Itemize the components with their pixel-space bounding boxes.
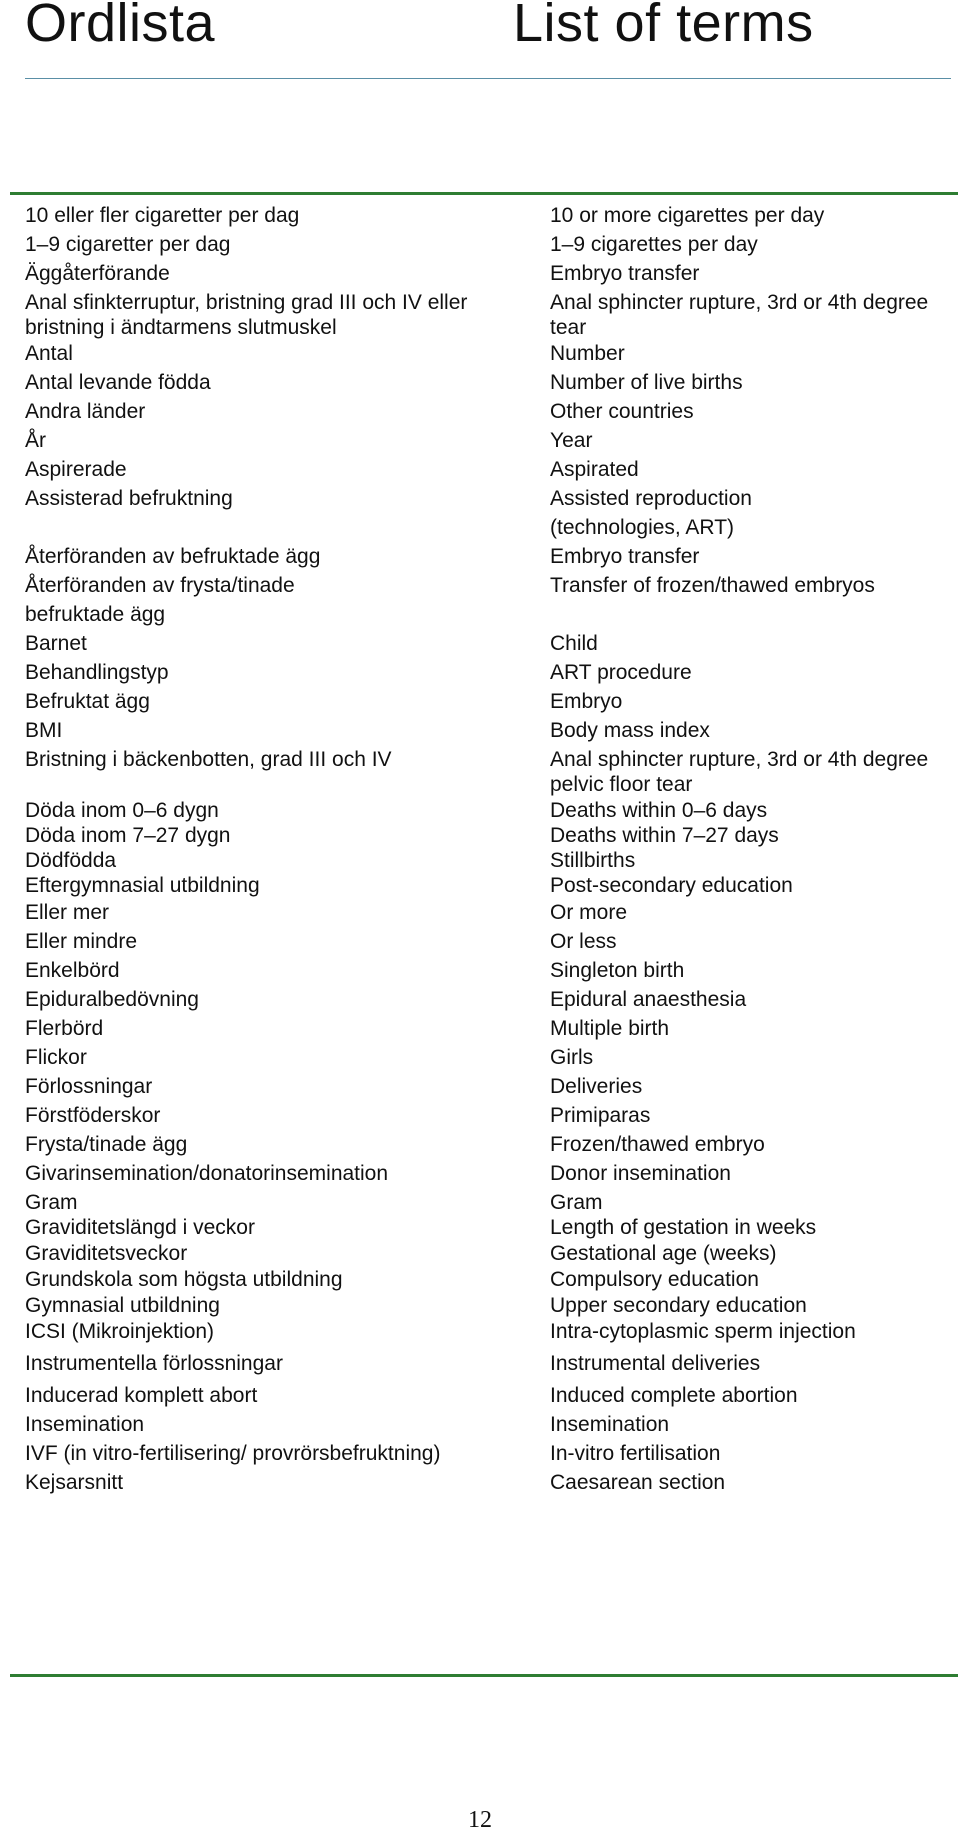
term-swedish: Barnet — [25, 632, 87, 655]
term-swedish: År — [25, 429, 46, 452]
term-swedish: Anal sfinkterruptur, bristning grad III och IV eller bristning i ändtarmens slutmuskel — [25, 291, 468, 339]
glossary-row — [25, 987, 955, 1016]
term-english: Transfer of frozen/thawed embryos — [550, 574, 875, 597]
glossary-row — [25, 399, 955, 428]
glossary-row — [25, 848, 955, 873]
term-english: Anal sphincter rupture, 3rd or 4th degree pelvic floor tear — [550, 748, 929, 796]
term-english: Embryo transfer — [550, 545, 700, 568]
glossary-row — [25, 457, 955, 486]
term-english: Length of gestation in weeks — [550, 1216, 817, 1239]
term-english: Compulsory education — [550, 1268, 759, 1291]
term-english: Post-secondary education — [550, 874, 793, 897]
term-english: Or less — [550, 930, 617, 953]
term-swedish: Döda inom 0–6 dygn — [25, 799, 219, 822]
glossary-row — [25, 900, 955, 929]
glossary-row — [25, 1351, 955, 1383]
term-swedish: Förlossningar — [25, 1075, 153, 1098]
table-top-rule — [10, 192, 958, 195]
glossary-row — [25, 689, 955, 718]
term-english: 10 or more cigarettes per day — [550, 204, 825, 227]
term-swedish: Eller mer — [25, 901, 110, 924]
term-english: Child — [550, 632, 598, 655]
glossary-row — [25, 1383, 955, 1412]
term-swedish: Epiduralbedövning — [25, 988, 199, 1011]
term-english: (technologies, ART) — [550, 516, 735, 539]
term-swedish: Graviditetslängd i veckor — [25, 1216, 255, 1239]
term-english: Gram — [550, 1191, 603, 1214]
term-english: Gestational age (weeks) — [550, 1242, 777, 1265]
term-swedish: Givarinsemination/donatorinsemination — [25, 1162, 389, 1185]
page-title-swedish: Ordlista — [25, 0, 216, 53]
glossary-row — [25, 515, 955, 544]
title-divider — [25, 78, 951, 79]
glossary-row — [25, 370, 955, 399]
glossary-row — [25, 428, 955, 457]
term-english: Number of live births — [550, 371, 743, 394]
term-swedish: befruktade ägg — [25, 603, 166, 626]
term-english: Embryo — [550, 690, 623, 713]
term-swedish: Kejsarsnitt — [25, 1471, 124, 1494]
term-english: Anal sphincter rupture, 3rd or 4th degree tear — [550, 291, 929, 339]
term-english: Year — [550, 429, 593, 452]
term-swedish: Inducerad komplett abort — [25, 1384, 258, 1407]
term-swedish: Äggåterförande — [25, 262, 170, 285]
term-swedish: Instrumentella förlossningar — [25, 1352, 283, 1375]
glossary-row — [25, 929, 955, 958]
term-swedish: Aspirerade — [25, 458, 127, 481]
glossary-row — [25, 747, 955, 798]
term-swedish: Döda inom 7–27 dygn — [25, 824, 231, 847]
page-title-english: List of terms — [513, 0, 814, 53]
term-swedish: Förstföderskor — [25, 1104, 161, 1127]
glossary-row — [25, 1293, 955, 1319]
term-english: Other countries — [550, 400, 694, 423]
term-english: Embryo transfer — [550, 262, 700, 285]
term-swedish: IVF (in vitro-fertilisering/ provrörsbefruktning) — [25, 1442, 441, 1465]
term-swedish: Flickor — [25, 1046, 87, 1069]
glossary-row — [25, 573, 955, 602]
glossary-row — [25, 1215, 955, 1241]
term-english: Primiparas — [550, 1104, 651, 1127]
glossary-row — [25, 958, 955, 987]
term-swedish: Insemination — [25, 1413, 145, 1436]
term-english: Deliveries — [550, 1075, 643, 1098]
term-swedish: Gram — [25, 1191, 78, 1214]
term-swedish: Återföranden av frysta/tinade — [25, 574, 295, 597]
term-english: Singleton birth — [550, 959, 685, 982]
term-swedish: Eftergymnasial utbildning — [25, 874, 260, 897]
glossary-row — [25, 486, 955, 515]
glossary-row — [25, 602, 955, 631]
term-english: Epidural anaesthesia — [550, 988, 747, 1011]
glossary-row — [25, 718, 955, 747]
term-swedish: Återföranden av befruktade ägg — [25, 545, 321, 568]
term-english — [550, 602, 955, 631]
term-english: Number — [550, 342, 625, 365]
term-swedish: BMI — [25, 719, 63, 742]
term-english: 1–9 cigarettes per day — [550, 233, 758, 256]
term-swedish: 10 eller fler cigaretter per dag — [25, 204, 300, 227]
term-english: Instrumental deliveries — [550, 1352, 761, 1375]
term-english: Deaths within 7–27 days — [550, 824, 779, 847]
table-bottom-rule — [10, 1674, 958, 1677]
glossary-row — [25, 660, 955, 689]
glossary-row — [25, 232, 955, 261]
term-swedish — [25, 515, 550, 544]
term-english: Intra-cytoplasmic sperm injection — [550, 1320, 856, 1343]
term-swedish: Flerbörd — [25, 1017, 104, 1040]
term-swedish: Frysta/tinade ägg — [25, 1133, 188, 1156]
term-swedish: 1–9 cigaretter per dag — [25, 233, 231, 256]
term-english: Aspirated — [550, 458, 639, 481]
glossary-row — [25, 873, 955, 900]
term-english: ART procedure — [550, 661, 692, 684]
glossary-row — [25, 341, 955, 370]
term-swedish: Behandlingstyp — [25, 661, 169, 684]
glossary-row — [25, 631, 955, 660]
term-swedish: Bristning i bäckenbotten, grad III och IV — [25, 748, 392, 771]
glossary-row — [25, 1241, 955, 1267]
glossary-row — [25, 1045, 955, 1074]
term-english: In-vitro fertilisation — [550, 1442, 721, 1465]
term-swedish: Antal — [25, 342, 73, 365]
glossary-row — [25, 1161, 955, 1190]
term-swedish: Gymnasial utbildning — [25, 1294, 220, 1317]
glossary-row — [25, 1470, 955, 1499]
glossary-row — [25, 1016, 955, 1045]
term-english: Girls — [550, 1046, 594, 1069]
glossary-row — [25, 1412, 955, 1441]
page-number: 12 — [468, 1807, 492, 1833]
term-swedish: ICSI (Mikroinjektion) — [25, 1320, 215, 1343]
term-swedish: Antal levande födda — [25, 371, 211, 394]
glossary-row — [25, 1074, 955, 1103]
term-english: Assisted reproduction — [550, 487, 752, 510]
glossary-row — [25, 1319, 955, 1351]
term-swedish: Andra länder — [25, 400, 146, 423]
term-swedish: Enkelbörd — [25, 959, 120, 982]
term-english: Insemination — [550, 1413, 670, 1436]
glossary-table — [25, 203, 955, 1499]
glossary-row — [25, 1441, 955, 1470]
glossary-row — [25, 261, 955, 290]
glossary-row — [25, 1190, 955, 1215]
term-english: Multiple birth — [550, 1017, 670, 1040]
term-english: Stillbirths — [550, 849, 636, 872]
term-english: Induced complete abortion — [550, 1384, 798, 1407]
term-english: Deaths within 0–6 days — [550, 799, 768, 822]
glossary-row — [25, 290, 955, 341]
glossary-row — [25, 203, 955, 232]
term-english: Caesarean section — [550, 1471, 726, 1494]
term-swedish: Graviditetsveckor — [25, 1242, 188, 1265]
glossary-table-body — [25, 203, 955, 1499]
glossary-row — [25, 544, 955, 573]
glossary-row — [25, 1132, 955, 1161]
term-swedish: Dödfödda — [25, 849, 117, 872]
term-english: Frozen/thawed embryo — [550, 1133, 765, 1156]
term-english: Or more — [550, 901, 628, 924]
term-english: Donor insemination — [550, 1162, 731, 1185]
glossary-row — [25, 798, 955, 823]
term-english: Body mass index — [550, 719, 710, 742]
term-swedish: Assisterad befruktning — [25, 487, 233, 510]
term-english: Upper secondary education — [550, 1294, 807, 1317]
term-swedish: Grundskola som högsta utbildning — [25, 1268, 343, 1291]
term-swedish: Befruktat ägg — [25, 690, 150, 713]
glossary-row — [25, 1267, 955, 1293]
glossary-row — [25, 823, 955, 848]
term-swedish: Eller mindre — [25, 930, 138, 953]
glossary-row — [25, 1103, 955, 1132]
